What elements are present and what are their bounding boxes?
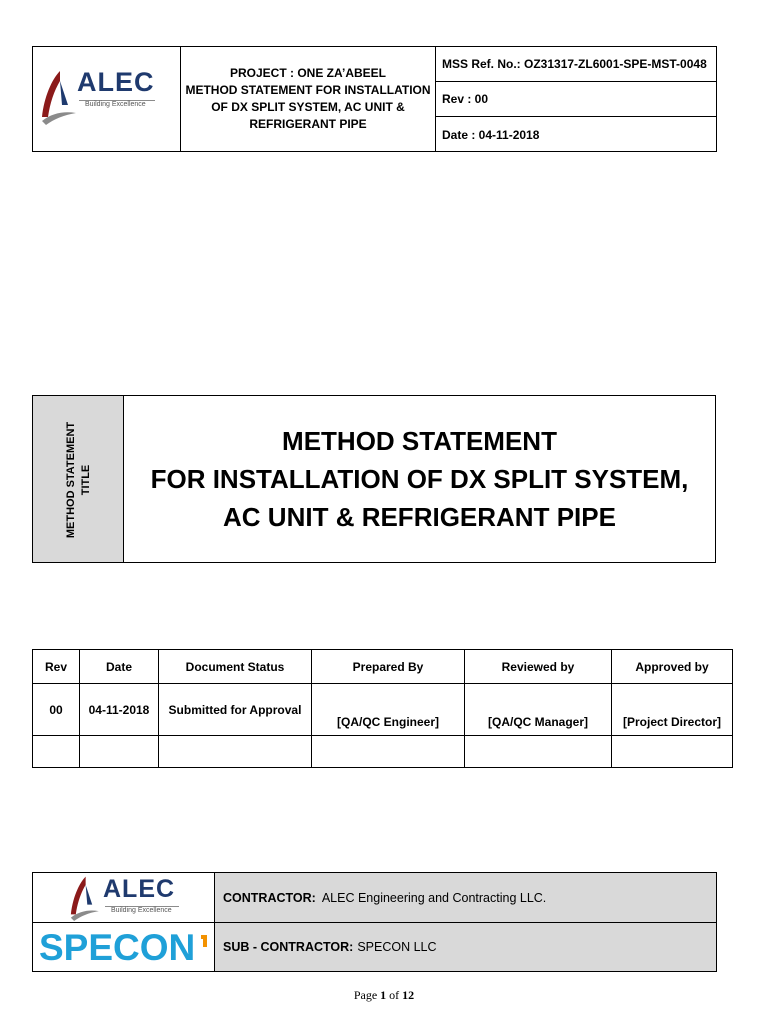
page-total: 12 <box>402 988 415 1002</box>
project-line-3: OF DX SPLIT SYSTEM, AC UNIT & <box>211 100 405 114</box>
col-header-date: Date <box>80 650 159 684</box>
contractor-alec-tagline: Building Excellence <box>111 907 172 914</box>
sub-contractor-label: SUB - CONTRACTOR: <box>223 940 354 954</box>
empty-cell <box>312 736 465 768</box>
title-line-3: AC UNIT & REFRIGERANT PIPE <box>223 502 616 532</box>
title-line-1: METHOD STATEMENT <box>282 426 557 456</box>
contractor-label: CONTRACTOR: <box>223 890 316 905</box>
col-header-status: Document Status <box>159 650 312 684</box>
title-side-label <box>32 395 124 563</box>
cell-prepared-by: [QA/QC Engineer] <box>312 684 465 736</box>
header-logo-text: ALEC <box>77 67 155 97</box>
project-line-1: PROJECT : ONE ZA’ABEEL <box>229 66 387 80</box>
contractor-row <box>214 872 717 923</box>
empty-cell <box>159 736 312 768</box>
method-statement-title <box>123 395 716 563</box>
table-header-row <box>33 650 733 684</box>
side-label-line-1: METHOD STATEMENT <box>65 421 77 539</box>
cell-reviewed-by: [QA/QC Manager] <box>465 684 612 736</box>
header-logo-cell <box>32 46 181 152</box>
project-line-4: REFRIGERANT PIPE <box>249 117 367 131</box>
col-header-reviewed: Reviewed by <box>465 650 612 684</box>
page-number: 1 <box>380 988 387 1002</box>
col-header-prepared: Prepared By <box>312 650 465 684</box>
project-line-2: METHOD STATEMENT FOR INSTALLATION <box>185 83 431 97</box>
table-row-empty <box>33 736 733 768</box>
empty-cell <box>33 736 80 768</box>
logo-cell-divider <box>32 922 215 923</box>
empty-cell <box>612 736 733 768</box>
page-word: Page <box>353 988 378 1002</box>
side-label-line-2: TITLE <box>80 464 92 496</box>
revision-table <box>32 649 733 768</box>
page-footer <box>0 988 768 1003</box>
contractor-value: ALEC Engineering and Contracting LLC. <box>321 890 547 905</box>
empty-cell <box>465 736 612 768</box>
title-line-2: FOR INSTALLATION OF DX SPLIT SYSTEM, <box>150 464 689 494</box>
issue-date: Date : 04-11-2018 <box>442 127 540 142</box>
empty-cell <box>80 736 159 768</box>
cell-approved-by: [Project Director] <box>612 684 733 736</box>
cell-rev: 00 <box>33 684 80 736</box>
cell-status: Submitted for Approval <box>159 684 312 736</box>
table-row <box>33 684 733 736</box>
specon-logo-accent <box>201 935 207 947</box>
specon-logo-text: SPECON <box>39 927 196 968</box>
sub-contractor-value: SPECON LLC <box>357 940 437 954</box>
sub-contractor-row <box>214 922 717 972</box>
of-word: of <box>389 988 400 1002</box>
project-title-cell <box>180 46 436 152</box>
cell-date: 04-11-2018 <box>80 684 159 736</box>
header-logo-tagline: Building Excellence <box>85 101 146 108</box>
rev-number: Rev : 00 <box>436 82 716 117</box>
document-ref-cell <box>435 46 717 152</box>
alec-logo-mark-small <box>67 875 101 921</box>
col-header-rev: Rev <box>33 650 80 684</box>
contractor-alec-logo-text: ALEC <box>103 875 176 903</box>
alec-logo-mark <box>38 69 78 125</box>
col-header-approved: Approved by <box>612 650 733 684</box>
mss-ref: MSS Ref. No.: OZ31317-ZL6001-SPE-MST-0048 <box>436 47 716 82</box>
